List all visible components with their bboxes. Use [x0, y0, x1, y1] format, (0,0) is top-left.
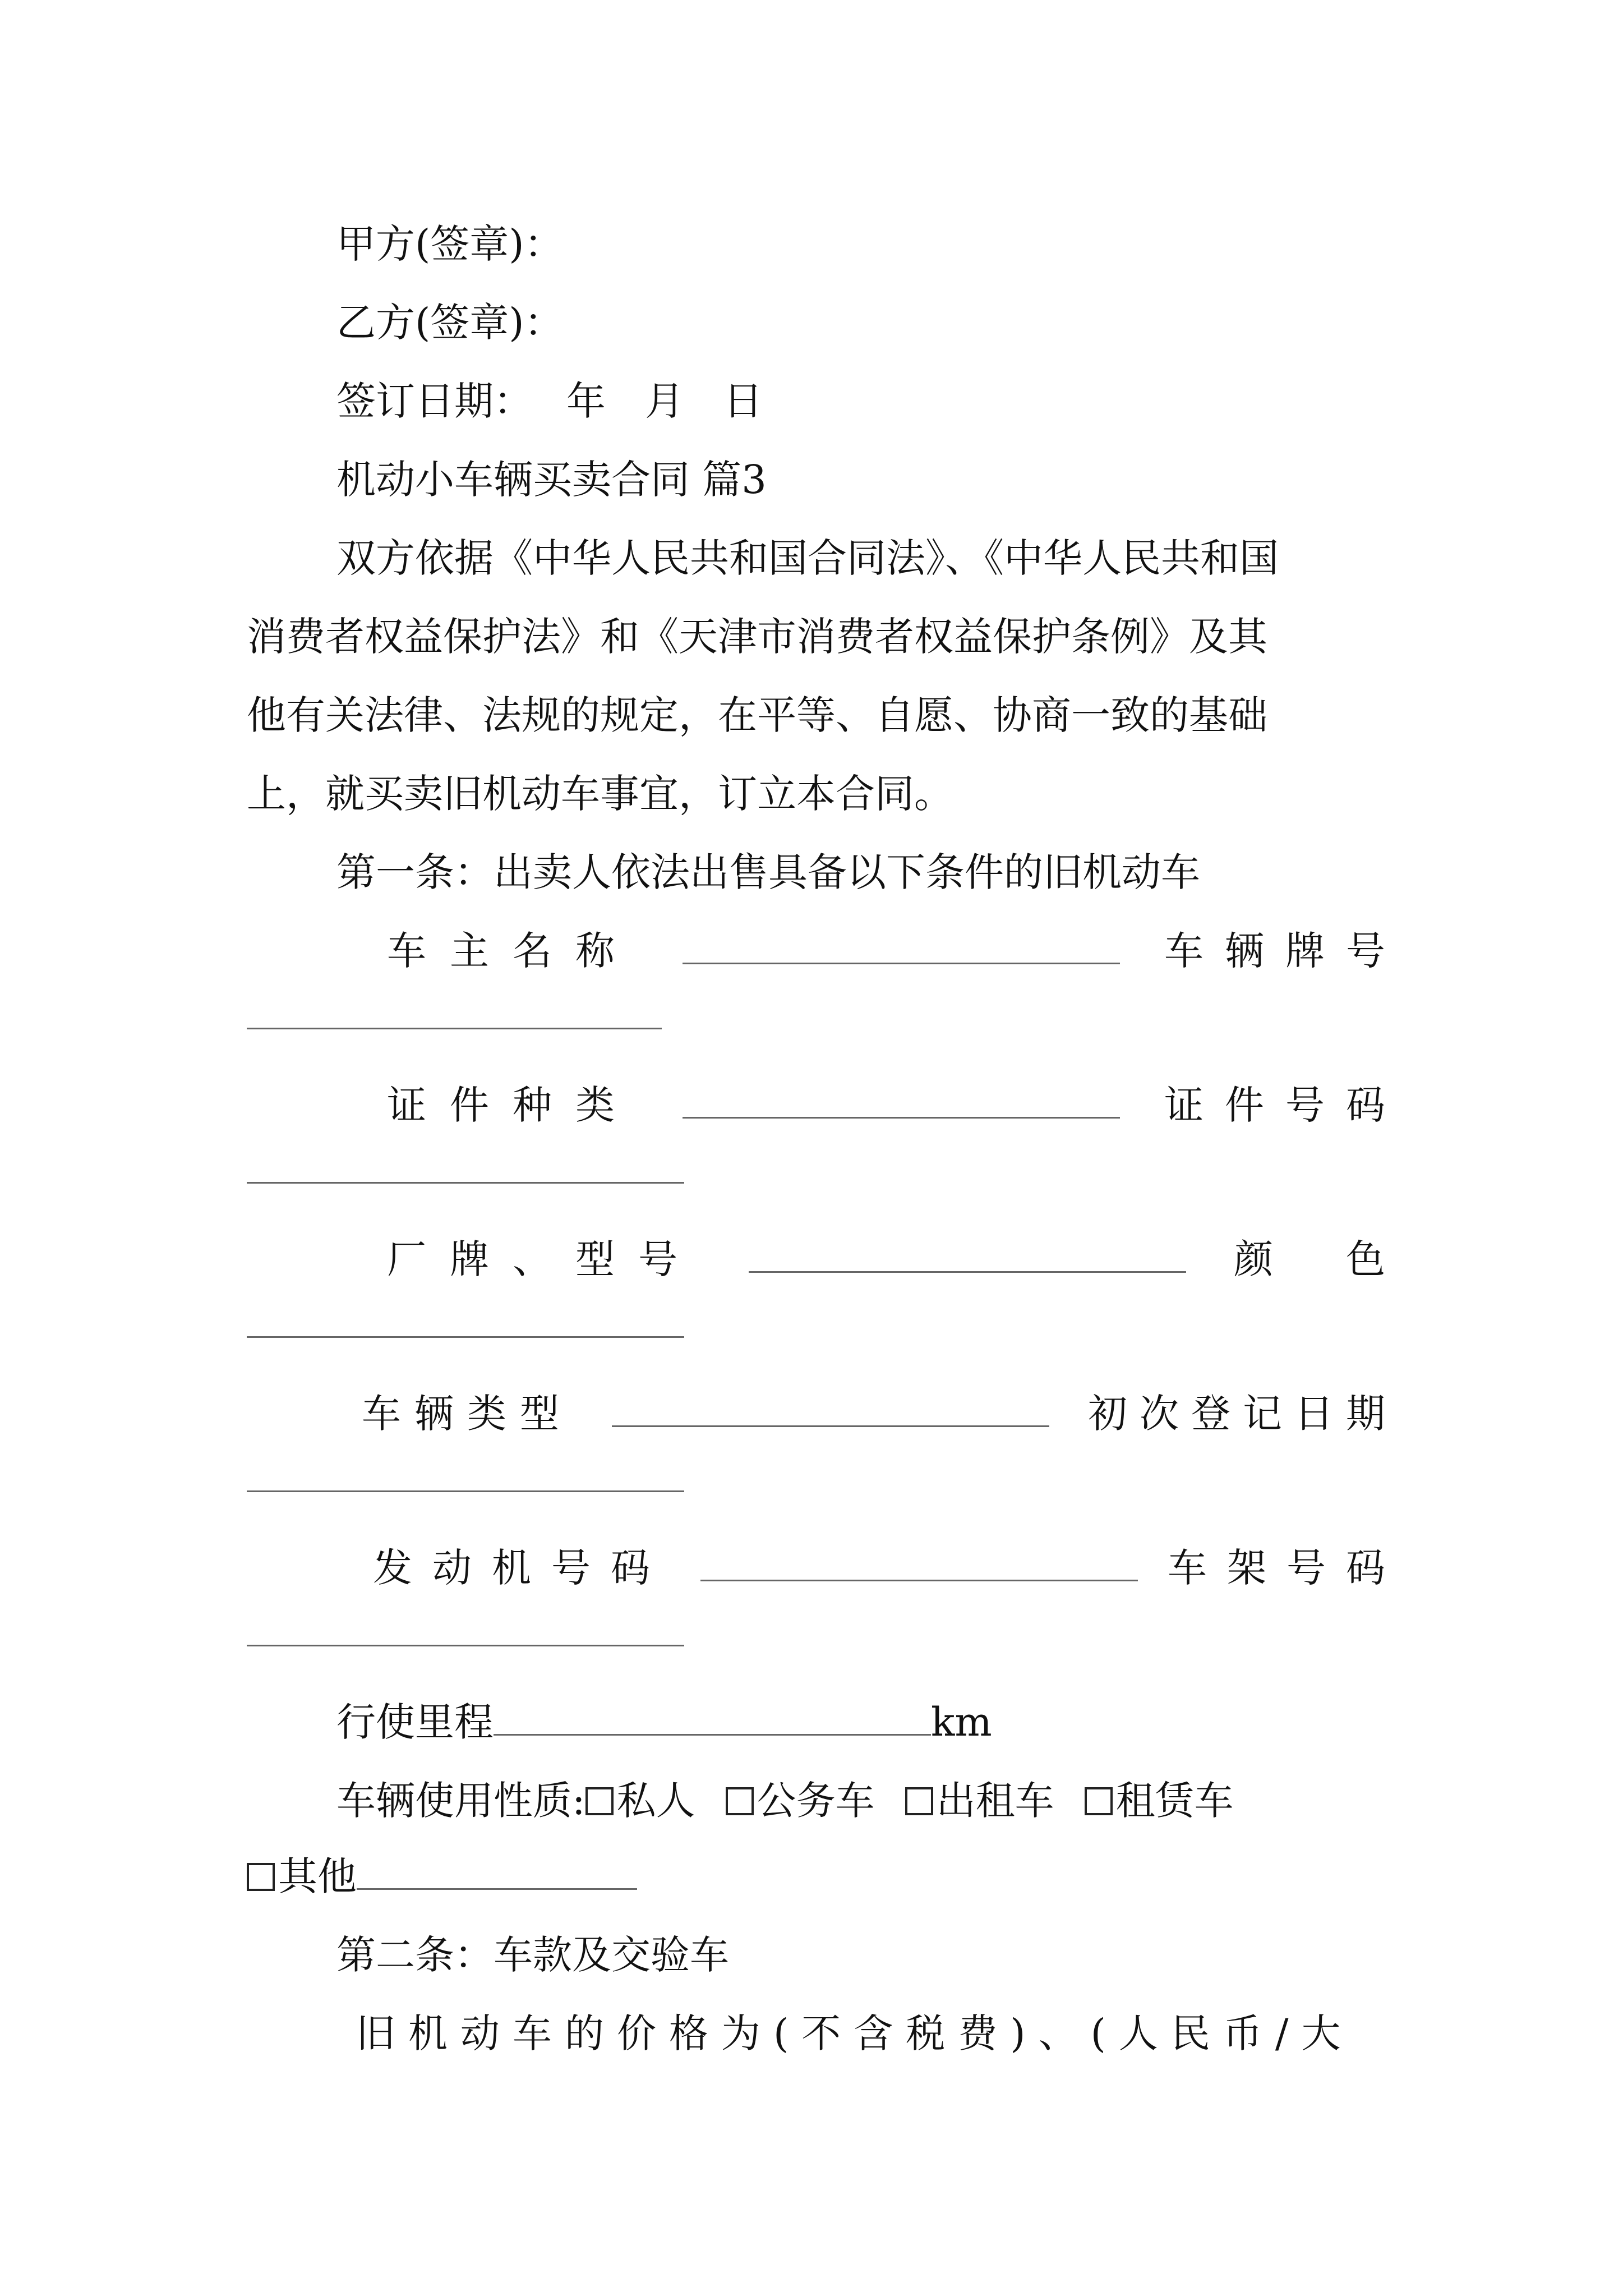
id-type-blank[interactable]: [683, 1078, 1120, 1119]
field-row-owner: [387, 923, 1407, 979]
usage-option-rental[interactable]: [1085, 1773, 1234, 1829]
party-a-signature: 甲方(签章)：: [336, 221, 564, 267]
mileage-row: [336, 1694, 1385, 1750]
preamble-line-1: 双方依据《中华人民共和国合同法》、《中华人民共和国: [336, 535, 1279, 581]
usage-other-blank[interactable]: [357, 1849, 637, 1890]
checkbox-rental[interactable]: [1085, 1787, 1113, 1815]
party-b-signature: 乙方(签章)：: [336, 300, 564, 346]
article2-price-text: 旧机动车的价格为(不含税费)、(人民币/大: [356, 2010, 1354, 2056]
mileage-unit: km: [931, 1699, 992, 1745]
usage-option-private[interactable]: [585, 1773, 695, 1829]
plate-number-label: 车辆牌号: [1164, 928, 1407, 974]
sign-day: 日: [723, 378, 763, 424]
preamble-line-4: 上，就买卖旧机动车事宜，订立本合同。: [247, 771, 953, 817]
sign-date-line: [336, 373, 1385, 429]
engine-number-label: 发动机号码: [373, 1545, 670, 1591]
plate-number-blank[interactable]: [247, 1028, 662, 1029]
section-title: 机动小车辆买卖合同 篇3: [336, 457, 767, 503]
frame-number-label: 车架号码: [1168, 1545, 1405, 1591]
preamble-line-2: 消费者权益保护法》和《天津市消费者权益保护条例》及其: [247, 614, 1267, 660]
checkbox-official[interactable]: [726, 1787, 754, 1815]
checkbox-other[interactable]: [247, 1863, 275, 1891]
article2-heading: 第二条：车款及交验车: [336, 1932, 729, 1978]
checkbox-private[interactable]: [585, 1787, 614, 1815]
first-reg-date-label: 初次登记日期: [1088, 1391, 1398, 1437]
owner-name-label: 车主名称: [387, 928, 638, 974]
mileage-blank[interactable]: [494, 1695, 931, 1736]
usage-official-label: 公务车: [757, 1778, 875, 1824]
id-number-label: 证件号码: [1164, 1082, 1407, 1128]
usage-row: [336, 1773, 1385, 1829]
preamble-line-3: 他有关法律、法规的规定，在平等、自愿、协商一致的基础: [247, 692, 1267, 738]
first-reg-date-blank[interactable]: [247, 1490, 684, 1492]
usage-option-taxi[interactable]: [905, 1773, 1054, 1829]
article1-heading: 第一条：出卖人依法出售具备以下条件的旧机动车: [336, 849, 1200, 895]
usage-option-official[interactable]: [726, 1773, 875, 1829]
mileage-label: 行使里程: [336, 1699, 494, 1745]
id-type-label: 证件种类: [387, 1082, 638, 1128]
vehicle-type-blank[interactable]: [612, 1386, 1049, 1427]
usage-other-label: 其他: [278, 1853, 357, 1899]
color-label: 颜 色: [1234, 1236, 1402, 1282]
sign-year: 年: [566, 378, 606, 424]
usage-rental-label: 租赁车: [1115, 1778, 1234, 1824]
usage-private-label: 私人: [616, 1778, 695, 1824]
engine-number-blank[interactable]: [700, 1540, 1138, 1581]
usage-label: 车辆使用性质:: [336, 1778, 585, 1824]
checkbox-taxi[interactable]: [905, 1787, 933, 1815]
id-number-blank[interactable]: [247, 1182, 684, 1184]
usage-row-other: [247, 1848, 1385, 1904]
vehicle-type-label: 车辆类型: [362, 1391, 573, 1437]
field-row-brand: [387, 1231, 1402, 1287]
sign-month: 月: [645, 378, 684, 424]
brand-model-blank[interactable]: [749, 1232, 1186, 1273]
field-row-type: [362, 1386, 1398, 1442]
frame-number-blank[interactable]: [247, 1645, 684, 1646]
field-row-engine: [373, 1540, 1405, 1596]
field-row-id: [387, 1077, 1407, 1133]
article2-price-line: [356, 2005, 1385, 2062]
owner-name-blank[interactable]: [683, 923, 1120, 964]
brand-model-label: 厂牌、型号: [387, 1236, 701, 1282]
color-blank[interactable]: [247, 1336, 684, 1338]
usage-taxi-label: 出租车: [936, 1778, 1054, 1824]
sign-date-label: 签订日期：: [336, 378, 533, 424]
